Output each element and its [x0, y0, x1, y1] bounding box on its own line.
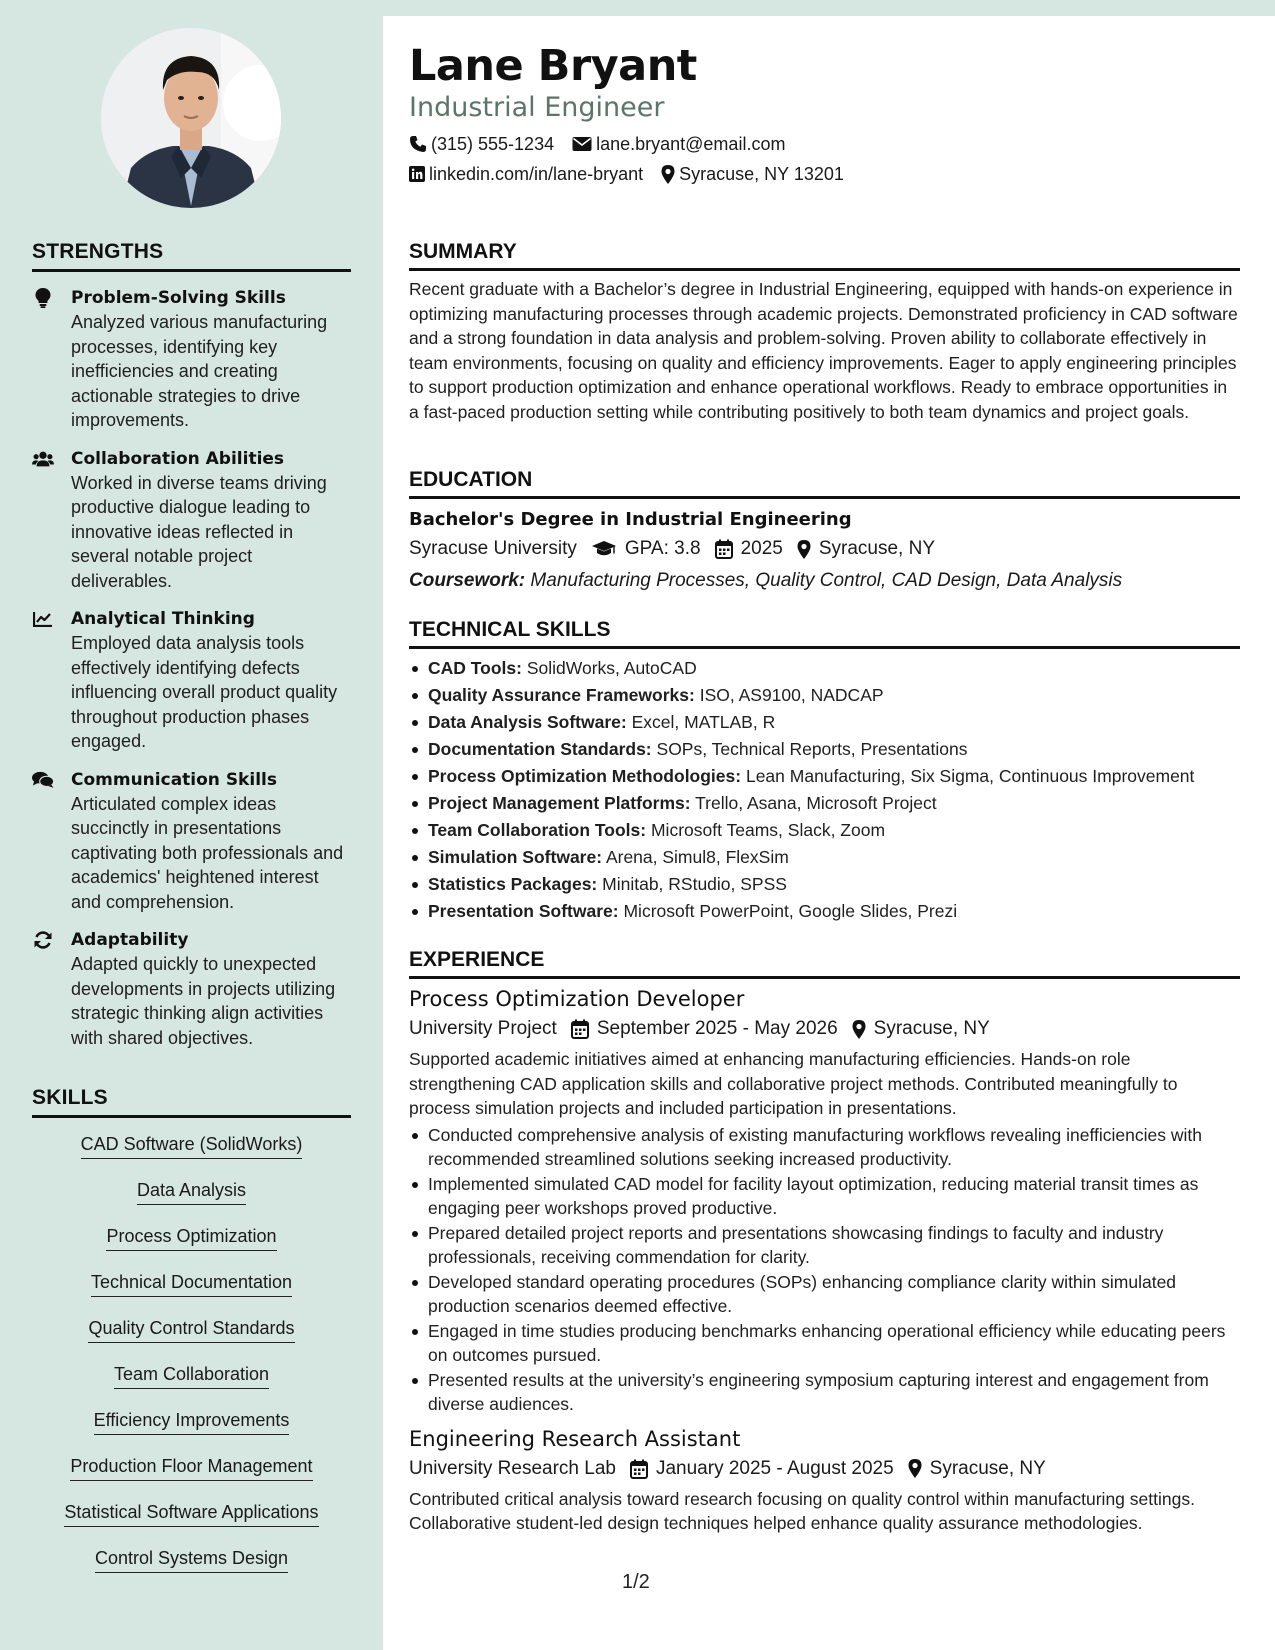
- job-bullets: [409, 1123, 1240, 1417]
- summary-section: [409, 240, 1240, 424]
- experience-section: [409, 948, 1240, 1536]
- candidate-title: Industrial Engineer: [409, 92, 665, 123]
- job-dates-text: January 2025 - August 2025: [655, 1457, 894, 1479]
- contact-row: [409, 132, 1240, 156]
- job-entry: [409, 1425, 1240, 1536]
- resume-header: [409, 40, 1240, 186]
- skill-value: Excel, MATLAB, R: [631, 712, 776, 732]
- job-dates: [630, 1455, 894, 1483]
- map-pin-icon: [661, 165, 675, 184]
- users-icon: [32, 448, 54, 470]
- strength-desc: Analyzed various manufacturing processes, identifying key inefficiencies and creating actionable strategies to drive improvements.: [71, 312, 328, 430]
- gpa-text: GPA: 3.8: [624, 538, 701, 559]
- list-item: [409, 790, 1240, 817]
- strength-title: Collaboration Abilities: [71, 448, 285, 469]
- strength-desc: Adapted quickly to unexpected developments in projects utilizing strategic thinking align activities with shared objectives.: [71, 954, 336, 1048]
- education-section: [409, 468, 1240, 595]
- phone-contact: [409, 132, 554, 156]
- strengths-section: [32, 240, 351, 1050]
- skill-chip: Team Collaboration: [114, 1362, 269, 1389]
- skill-chip: Production Floor Management: [70, 1454, 312, 1481]
- strength-desc: Articulated complex ideas succinctly in presentations captivating both professionals and academics' heightened interest and comprehension.: [71, 793, 344, 912]
- location-text: Syracuse, NY 13201: [679, 164, 844, 184]
- envelope-icon: [572, 136, 592, 152]
- calendar-icon: [715, 539, 733, 559]
- job-summary: Contributed critical analysis toward research focusing on quality control within manufacturing settings. Collaborative student-led design techniques helped enhance quality assurance methodologies.: [409, 1488, 1195, 1533]
- job-org: University Project: [409, 1018, 557, 1039]
- strength-title: Analytical Thinking: [71, 609, 255, 629]
- job-location: [852, 1015, 990, 1043]
- job-dates: [571, 1015, 838, 1043]
- comments-icon: [32, 769, 54, 791]
- list-item: [409, 736, 1240, 763]
- list-item: [409, 763, 1240, 790]
- skill-label: Project Management Platforms:: [428, 793, 691, 813]
- calendar-icon: [630, 1459, 648, 1479]
- skills-heading: SKILLS: [32, 1086, 351, 1118]
- list-item: [409, 898, 1240, 925]
- strength-item: [32, 768, 351, 915]
- list-item: Engaged in time studies producing benchmarks enhancing operational efficiency while educating peers on outcomes pursued.: [409, 1319, 1240, 1368]
- coursework-list: Manufacturing Processes, Quality Control, CAD Design, Data Analysis: [530, 570, 1123, 591]
- list-item: Presented results at the university’s engineering symposium capturing interest and engagement from diverse audiences.: [409, 1368, 1240, 1417]
- skill-chip: Efficiency Improvements: [94, 1408, 290, 1435]
- job-summary: Supported academic initiatives aimed at enhancing manufacturing efficiencies. Hands-on role strengthening CAD application skills and collaborative project methods. Contributed meaningfully to process simulation projects and included participation in presentations.: [409, 1049, 1178, 1118]
- skill-value: Lean Manufacturing, Six Sigma, Continuous Improvement: [745, 766, 1195, 786]
- sync-icon: [32, 929, 54, 951]
- year-text: 2025: [740, 538, 783, 559]
- summary-heading: SUMMARY: [409, 240, 1240, 271]
- list-item: [409, 817, 1240, 844]
- list-item: Prepared detailed project reports and presentations showcasing findings to faculty and industry professionals, receiving commendation for clarity.: [409, 1221, 1240, 1270]
- profile-photo: [101, 28, 281, 208]
- technical-skills-section: [409, 618, 1240, 925]
- education-heading: EDUCATION: [409, 468, 1240, 499]
- strength-item: [32, 286, 351, 433]
- skill-value: SOPs, Technical Reports, Presentations: [656, 739, 968, 759]
- calendar-icon: [571, 1019, 589, 1039]
- skill-value: Microsoft PowerPoint, Google Slides, Prezi: [623, 901, 958, 921]
- education-location-text: Syracuse, NY: [818, 538, 936, 559]
- candidate-name: Lane Bryant: [409, 41, 697, 91]
- skill-label: CAD Tools:: [428, 658, 522, 678]
- coursework-label: Coursework:: [409, 570, 526, 591]
- list-item: [409, 871, 1240, 898]
- job-meta: [409, 1015, 1240, 1043]
- skill-value: ISO, AS9100, NADCAP: [699, 685, 884, 705]
- list-item: [409, 709, 1240, 736]
- map-pin-icon: [797, 540, 811, 559]
- job-title: Engineering Research Assistant: [409, 1426, 741, 1451]
- degree-title: Bachelor's Degree in Industrial Engineering: [409, 509, 852, 530]
- school-name: Syracuse University: [409, 538, 577, 559]
- linkedin-contact[interactable]: [409, 162, 643, 186]
- strength-title: Communication Skills: [71, 769, 277, 790]
- list-item: [409, 682, 1240, 709]
- education-location: [797, 535, 935, 563]
- skill-chip: CAD Software (SolidWorks): [81, 1132, 303, 1159]
- strength-desc: Employed data analysis tools effectively identifying defects influencing overall product quality throughout production phases engaged.: [71, 633, 338, 751]
- strength-desc: Worked in diverse teams driving productive dialogue leading to innovative ideas reflected in several notable project deliverables.: [71, 472, 327, 591]
- phone-icon: [409, 135, 427, 153]
- linkedin-text: linkedin.com/in/lane-bryant: [429, 164, 644, 184]
- email-contact[interactable]: [572, 132, 785, 156]
- job-title: Process Optimization Developer: [409, 987, 745, 1011]
- strength-item: [32, 928, 351, 1050]
- job-dates-text: September 2025 - May 2026: [596, 1018, 838, 1039]
- lightbulb-icon: [32, 287, 54, 309]
- technical-skills-list: [409, 655, 1240, 925]
- list-item: Conducted comprehensive analysis of existing manufacturing workflows revealing inefficiencies with recommended streamlined solutions seeking increased productivity.: [409, 1123, 1240, 1172]
- top-band: [383, 0, 1275, 16]
- map-pin-icon: [852, 1020, 866, 1039]
- contact-row: [409, 162, 1240, 186]
- job-meta: [409, 1455, 1240, 1483]
- chart-line-icon: [32, 608, 54, 630]
- skill-label: Team Collaboration Tools:: [428, 820, 647, 840]
- list-item: Developed standard operating procedures (SOPs) enhancing compliance clarity within simulated production scenarios deemed effective.: [409, 1270, 1240, 1319]
- skill-label: Statistics Packages:: [428, 874, 598, 894]
- strengths-heading: STRENGTHS: [32, 240, 351, 272]
- list-item: [409, 655, 1240, 682]
- coursework: [409, 567, 1240, 595]
- skill-label: Process Optimization Methodologies:: [428, 766, 742, 786]
- summary-text: Recent graduate with a Bachelor’s degree in Industrial Engineering, equipped with hands-on experience in optimizing manufacturing processes through academic projects. Demonstrated proficiency in CAD software and a strong foundation in data analysis and problem-solving. Proven ability to collaborate effectively in team environments, focusing on quality and efficiency improvements. Eager to apply engineering principles to support production optimization and enhance operational workflows. Ready to embrace opportunities in a fast-paced production setting while contributing positively to both team dynamics and project goals.: [409, 279, 1238, 422]
- skill-chip: Data Analysis: [137, 1178, 246, 1205]
- email-text: lane.bryant@email.com: [596, 134, 786, 154]
- skill-label: Quality Assurance Frameworks:: [428, 685, 695, 705]
- linkedin-icon: [409, 166, 425, 182]
- gpa-item: [591, 535, 701, 563]
- list-item: [409, 844, 1240, 871]
- skill-label: Documentation Standards:: [428, 739, 652, 759]
- skill-label: Data Analysis Software:: [428, 712, 627, 732]
- experience-heading: EXPERIENCE: [409, 948, 1240, 979]
- skill-value: Microsoft Teams, Slack, Zoom: [650, 820, 886, 840]
- skill-label: Presentation Software:: [428, 901, 619, 921]
- job-location: [908, 1455, 1046, 1483]
- job-location-text: Syracuse, NY: [873, 1018, 990, 1039]
- skill-chip: Technical Documentation: [91, 1270, 292, 1297]
- strength-item: [32, 447, 351, 594]
- strength-title: Problem-Solving Skills: [71, 288, 286, 308]
- list-item: Implemented simulated CAD model for facility layout optimization, reducing material transit times as engaging peer workshops proved productive.: [409, 1172, 1240, 1221]
- job-entry: [409, 985, 1240, 1417]
- phone-text: (315) 555-1234: [431, 134, 555, 154]
- skills-list: [32, 1132, 351, 1592]
- skill-value: Minitab, RStudio, SPSS: [602, 874, 787, 894]
- job-org: University Research Lab: [409, 1457, 616, 1479]
- skill-chip: Statistical Software Applications: [64, 1500, 318, 1527]
- technical-skills-heading: TECHNICAL SKILLS: [409, 618, 1240, 649]
- skill-value: SolidWorks, AutoCAD: [526, 658, 697, 678]
- skill-chip: Process Optimization: [106, 1224, 276, 1251]
- strength-item: [32, 607, 351, 754]
- skill-chip: Control Systems Design: [95, 1546, 288, 1573]
- skill-label: Simulation Software:: [428, 847, 603, 867]
- strength-title: Adaptability: [71, 930, 189, 950]
- page-number: 1/2: [622, 1571, 650, 1593]
- skill-chip: Quality Control Standards: [88, 1316, 294, 1343]
- year-item: [715, 535, 783, 563]
- job-location-text: Syracuse, NY: [929, 1457, 1046, 1479]
- skill-value: Arena, Simul8, FlexSim: [605, 847, 789, 867]
- skills-section: [32, 1086, 351, 1592]
- graduation-cap-icon: [591, 540, 617, 558]
- skill-value: Trello, Asana, Microsoft Project: [695, 793, 937, 813]
- location-contact: [661, 162, 844, 186]
- map-pin-icon: [908, 1459, 922, 1478]
- education-meta: [409, 535, 1240, 563]
